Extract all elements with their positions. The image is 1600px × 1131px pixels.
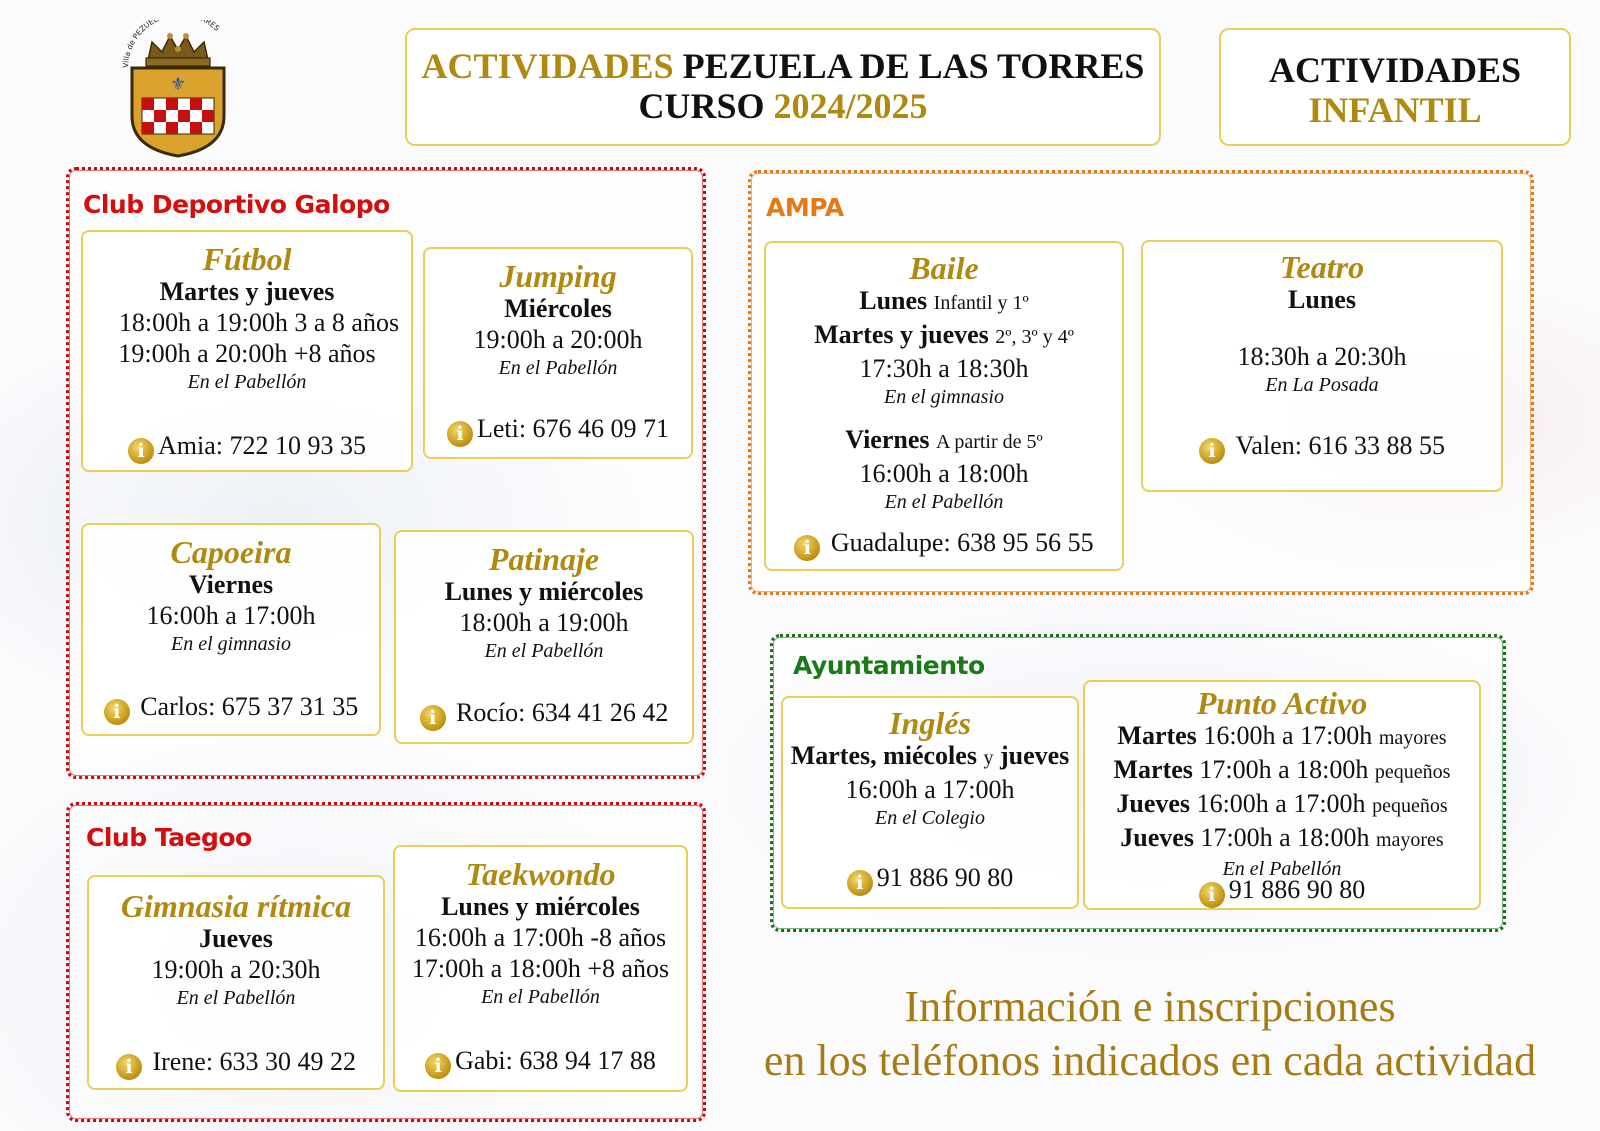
activity-place: En el gimnasio — [171, 633, 291, 655]
activity-days: Miércoles — [504, 294, 612, 323]
activity-contact: i Rocío: 634 41 26 42 — [396, 697, 692, 731]
schedule-row: Jueves 16:00h a 17:00h pequeños — [1116, 789, 1448, 818]
info-icon: i — [425, 1053, 451, 1079]
activity-title: Teatro — [1279, 249, 1365, 285]
activity-time: 16:00h a 18:00h — [859, 459, 1029, 488]
footer-line1: Información e inscripciones — [904, 982, 1396, 1031]
activity-days: Lunes — [1288, 285, 1356, 314]
svg-text:⚜: ⚜ — [169, 74, 187, 95]
card-patinaje — [394, 530, 694, 744]
activity-time: 18:30h a 20:30h — [1237, 342, 1407, 371]
activity-time: 17:00h a 18:00h +8 años — [411, 954, 670, 983]
activity-days: Lunes y miércoles — [441, 892, 640, 921]
category-title-box — [1219, 28, 1571, 146]
info-icon: i — [116, 1054, 142, 1080]
activity-time: 18:00h a 19:00h 3 a 8 años — [118, 308, 400, 337]
activity-time: 19:00h a 20:30h — [151, 955, 321, 984]
card-taekwondo — [393, 845, 688, 1092]
info-icon: i — [420, 705, 446, 731]
activity-days: Lunes y miércoles — [444, 577, 644, 606]
activity-days: Viernes A partir de 5º — [845, 425, 1043, 454]
activity-contact: i Leti: 676 46 09 71 — [425, 413, 691, 447]
activity-place: En el Pabellón — [498, 357, 618, 379]
activity-place: En el Pabellón — [484, 640, 604, 662]
category-line2: INFANTIL — [1308, 90, 1482, 130]
activity-time: 18:00h a 19:00h — [459, 608, 629, 637]
activity-contact: i 91 886 90 80 — [783, 862, 1077, 896]
activity-title: Jumping — [499, 258, 617, 294]
group-title: AMPA — [766, 193, 844, 222]
info-icon: i — [794, 535, 820, 561]
main-title-line1: ACTIVIDADES PEZUELA DE LAS TORRES — [421, 46, 1145, 86]
activity-days: Martes y jueves 2º, 3º y 4º — [814, 320, 1074, 349]
info-icon: i — [104, 699, 130, 725]
schedule-row: Martes 16:00h a 17:00h mayores — [1117, 721, 1447, 750]
card-punto-activo — [1083, 680, 1481, 910]
activity-days: Lunes Infantil y 1º — [859, 286, 1029, 315]
activity-place: En La Posada — [1265, 374, 1379, 396]
footer-note — [720, 980, 1580, 1088]
category-line1: ACTIVIDADES — [1268, 50, 1522, 90]
crest-motto: Villa de PEZUE RES — [120, 20, 222, 69]
activity-contact: i Irene: 633 30 49 22 — [89, 1046, 383, 1080]
info-icon: i — [1199, 438, 1225, 464]
activity-days: Martes y jueves — [159, 277, 335, 306]
activity-place: En el Pabellón — [884, 491, 1004, 513]
activity-time: 17:30h a 18:30h — [859, 354, 1029, 383]
activity-time: 16:00h a 17:00h — [845, 775, 1015, 804]
activity-days: Jueves — [199, 924, 273, 953]
group-title: Club Taegoo — [86, 823, 252, 852]
activity-time: 19:00h a 20:00h — [473, 325, 643, 354]
card-baile — [764, 241, 1124, 571]
town-crest — [118, 20, 238, 160]
activity-place: En el Pabellón — [187, 371, 307, 393]
main-title-line2: CURSO 2024/2025 — [638, 86, 928, 126]
activity-title: Taekwondo — [465, 856, 616, 892]
activity-contact: i Gabi: 638 94 17 88 — [395, 1045, 686, 1079]
schedule-row: Martes 17:00h a 18:00h pequeños — [1113, 755, 1451, 784]
activity-place: En el Colegio — [875, 807, 985, 829]
info-icon: i — [1199, 882, 1225, 908]
schedule-row: Jueves 17:00h a 18:00h mayores — [1120, 823, 1444, 852]
card-gimnasia-ritmica — [87, 875, 385, 1090]
activity-title: Gimnasia rítmica — [120, 888, 352, 924]
activity-title: Inglés — [889, 705, 971, 741]
activity-contact: i 91 886 90 80 — [1085, 874, 1479, 908]
activity-place: En el Pabellón — [481, 986, 600, 1008]
activity-title: Fútbol — [202, 241, 292, 277]
group-title: Club Deportivo Galopo — [83, 190, 390, 219]
activity-contact: i Amia: 722 10 93 35 — [83, 430, 411, 464]
activity-time: 16:00h a 17:00h -8 años — [414, 923, 667, 952]
activity-title: Capoeira — [170, 534, 292, 570]
crest-icon — [118, 20, 238, 160]
activity-contact: i Carlos: 675 37 31 35 — [83, 691, 379, 725]
activity-days: Viernes — [188, 570, 274, 599]
activity-time: 19:00h a 20:00h +8 años — [118, 339, 376, 368]
activity-contact: i Guadalupe: 638 95 56 55 — [766, 527, 1122, 561]
main-title-box — [405, 28, 1161, 146]
card-teatro — [1141, 240, 1503, 492]
activity-place: En el Pabellón — [176, 987, 296, 1009]
activity-days: Martes, miécoles y jueves — [790, 741, 1070, 770]
activity-contact: i Valen: 616 33 88 55 — [1143, 430, 1501, 464]
info-icon: i — [847, 870, 873, 896]
card-jumping — [423, 247, 693, 459]
card-futbol — [81, 230, 413, 472]
activity-place: En el Pabellón — [1222, 858, 1342, 880]
info-icon: i — [128, 438, 154, 464]
activity-place: En el gimnasio — [884, 386, 1004, 408]
footer-line2: en los teléfonos indicados en cada actividad — [763, 1036, 1537, 1085]
info-icon: i — [447, 421, 473, 447]
activity-title: Patinaje — [488, 541, 600, 577]
card-ingles — [781, 696, 1079, 909]
group-title: Ayuntamiento — [793, 651, 985, 680]
activity-title: Baile — [909, 250, 979, 286]
card-capoeira — [81, 523, 381, 736]
activity-time: 16:00h a 17:00h — [146, 601, 316, 630]
activity-title: Punto Activo — [1196, 685, 1368, 721]
